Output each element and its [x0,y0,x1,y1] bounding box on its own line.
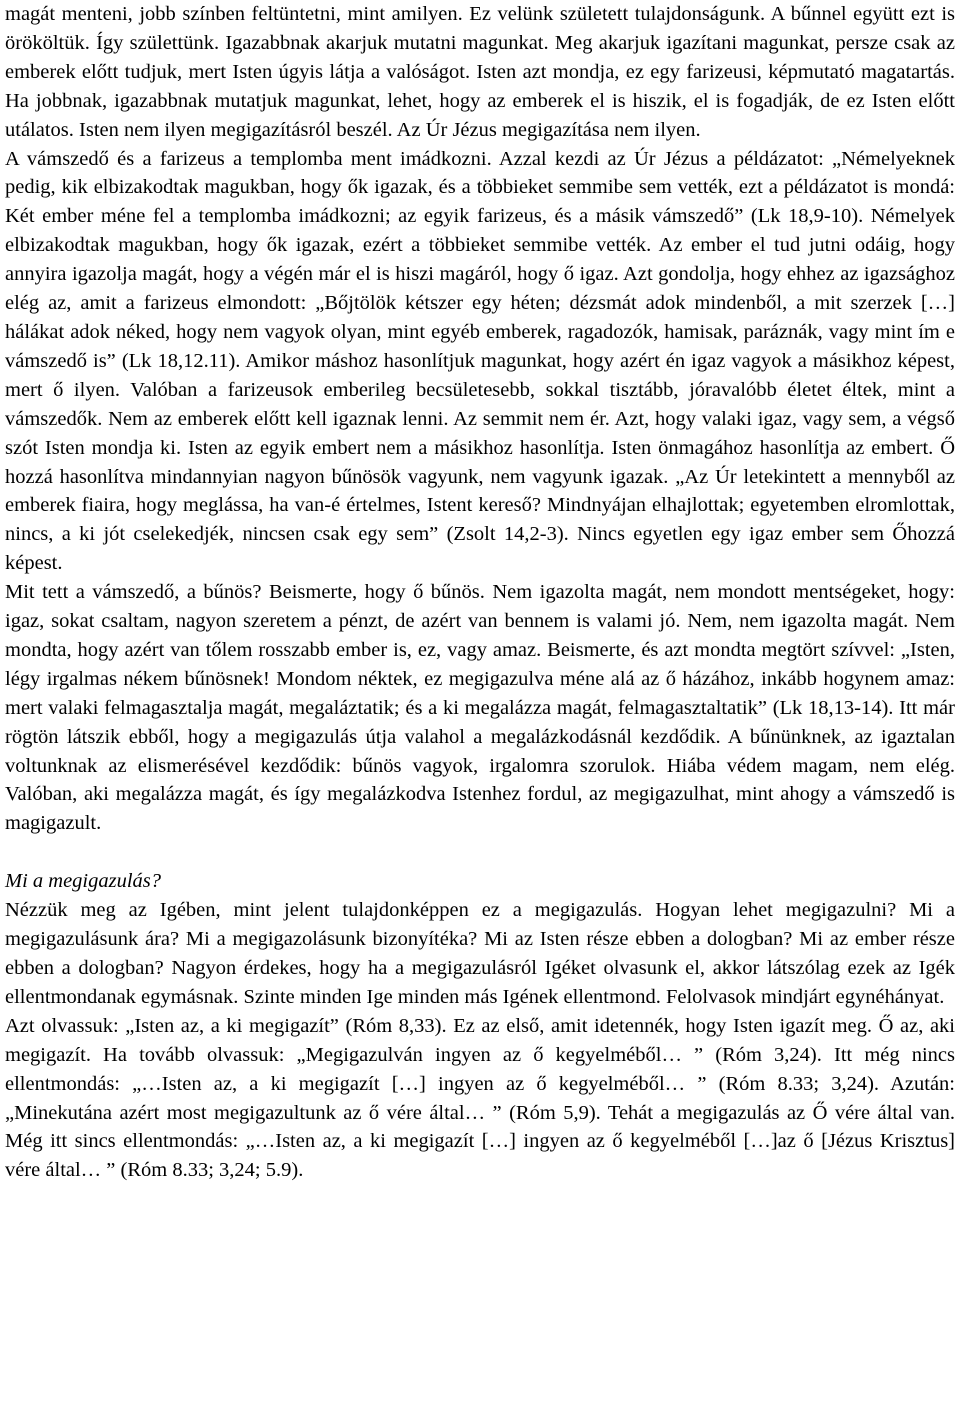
section-spacer [5,838,955,867]
paragraph-4: Nézzük meg az Igében, mint jelent tulajdonképpen ez a megigazulás. Hogyan lehet megigazulni? Mi a megigazulásunk ára? Mi a megigazolásunk bizonyítéka? Mi az Isten része ebben a dologban? Mi az ember része ebben a dologban? Nagyon érdekes, hogy ha a megigazulásról Igéket olvasunk el, akkor látszólag ezek az Igék ellentmondanak egymásnak. Szinte minden Ige minden más Igének ellentmond. Felolvasok mindjárt egynéhányat. [5,899,955,1008]
paragraph-1: magát menteni, jobb színben feltüntetni, mint amilyen. Ez velünk született tulajdonságunk. A bűnnel együtt ezt is örököltük. Így születtünk. Igazabbnak akarjuk mutatni magunkat. Meg akarjuk igazítani magunkat, persze csak az emberek előtt tudjuk, mert Isten úgyis látja a valóságot. Isten azt mondja, ez egy farizeusi, képmutató magatartás. Ha jobbnak, igazabbnak mutatjuk magunkat, lehet, hogy az emberek el is hiszik, el is fogadják, de ez Isten előtt utálatos. Isten nem ilyen megigazításról beszél. Az Úr Jézus megigazítása nem ilyen. [5,3,955,141]
document-page [5,0,955,1185]
paragraph-5: Azt olvassuk: „Isten az, a ki megigazít” (Róm 8,33). Ez az első, amit idetennék, hogy Isten igazít meg. Ő az, aki megigazít. Ha tovább olvassuk: „Megigazulván ingyen az ő kegyelméből… ” (Róm 3,24). Itt még nincs ellentmondás: „…Isten az, a ki megigazít […] ingyen az ő kegyelméből… ” (Róm 8.33; 3,24). Azután: „Minekutána azért most megigazultunk az ő vére által… ” (Róm 5,9). Tehát a megigazulás az Ő vére által van. Még itt sincs ellentmondás: „…Isten az, a ki megigazít […] ingyen az ő kegyelméből […]az ő [Jézus Krisztus] vére által… ” (Róm 8.33; 3,24; 5.9). [5,1014,955,1182]
paragraph-3: Mit tett a vámszedő, a bűnös? Beismerte, hogy ő bűnös. Nem igazolta magát, nem mondott mentségeket, hogy: igaz, sokat csaltam, nagyon szeretem a pénzt, de azért van bennem is valami jó. Nem, nem igazolta magát. Nem mondta, hogy azért van tőlem rosszabb ember is, ez, vagy amaz. Beismerte, és azt mondta megtört szívvel: „Isten, légy irgalmas nékem bűnösnek! Mondom néktek, ez megigazulva méne alá az ő házához, inkább hogynem amaz: mert valaki felmagasztalja magát, megaláztatik; és a ki megalázza magát, felmagasztaltatik” (Lk 18,13-14). Itt már rögtön látszik ebből, hogy a megigazulás útja valahol a megalázkodásnál kezdődik. A bűnünknek, az igaztalan voltunknak az elismerésével kezdődik: bűnös vagyok, irgalomra szorulok. Hiába védem magam, nem elég. Valóban, aki megalázza magát, és így megalázkodva Istenhez fordul, az megigazulhat, mint ahogy a vámszedő is magigazult. [5,581,955,835]
paragraph-2: A vámszedő és a farizeus a templomba ment imádkozni. Azzal kezdi az Úr Jézus a példázatot: „Némelyeknek pedig, kik elbizakodtak magukban, hogy ők igazak, és a többieket semmibe sem vették, ezt a példázatot is mondá: Két ember méne fel a templomba imádkozni; az egyik farizeus, és a másik vámszedő” (Lk 18,9-10). Némelyek elbizakodtak magukban, hogy ők igazak, ezért a többieket semmibe vették. Az ember el tud jutni odáig, hogy annyira igazolja magát, hogy a végén már el is hiszi magáról, hogy ő igaz. Azt gondolja, hogy ehhez az igazsághoz elég az, amit a farizeus elmondott: „Bőjtölök kétszer egy héten; dézsmát adok mindenből, a mit szerzek […] hálákat adok néked, hogy nem vagyok olyan, mint egyéb emberek, ragadozók, hamisak, paráznák, vagy mint ím e vámszedő is” (Lk 18,12.11). Amikor máshoz hasonlítjuk magunkat, hogy azért én igaz vagyok a másikhoz képest, mert ő ilyen. Valóban a farizeusok emberileg becsületesebb, sokkal tisztább, jóravalóbb életet éltek, mint a vámszedők. Nem az emberek előtt kell igaznak lenni. Az semmit nem ér. Azt, hogy valaki igaz, vagy sem, a végső szót Isten mondja ki. Isten az egyik embert nem a másikhoz hasonlítja. Isten önmagához hasonlítja az embert. Ő hozzá hasonlítva mindannyian nagyon bűnösök vagyunk, nem vagyunk igazak. „Az Úr letekintett a mennyből az emberek fiaira, hogy meglássa, ha van-é értelmes, Istent kereső? Mindnyájan elhajlottak; egyetemben elromlottak, nincs, a ki jót cselekedjék, nincsen csak egy sem” (Zsolt 14,2-3). Nincs egyetlen egy igaz ember sem Őhozzá képest. [5,147,955,575]
section-heading: Mi a megigazulás? [5,870,162,893]
